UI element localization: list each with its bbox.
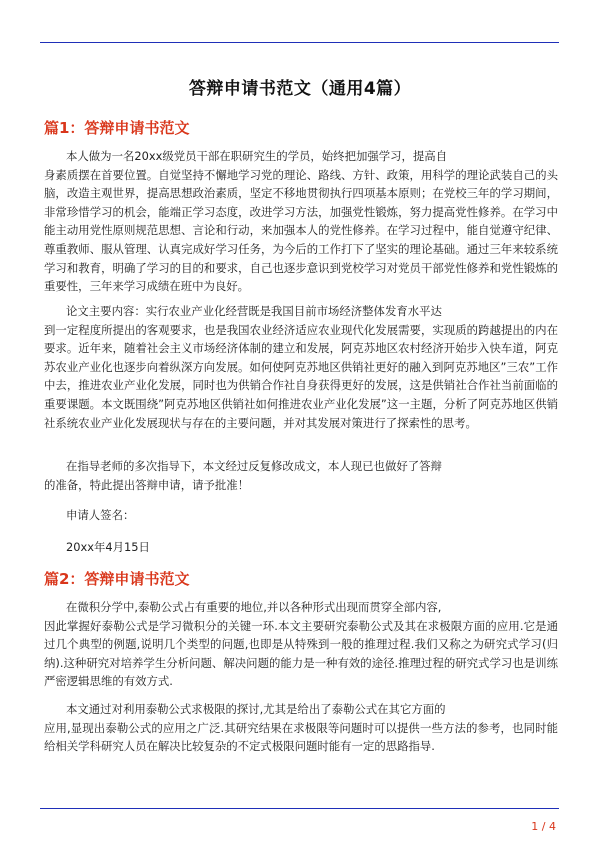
paragraph-lead: 在微积分学中,泰勒公式占有重要的地位,并以各种形式出现而贯穿全部内容, [66,600,442,614]
paragraph-1-1 [44,147,558,296]
paragraph-body: 应用,显现出泰勒公式的应用之广泛.其研究结果在求极限等问题时可以提供一些方法的参考，也同时能给相关学科研究人员在解决比较复杂的不定式极限问题时能有一定的思路指导. [44,720,558,754]
paragraph-body: 因此掌握好泰勒公式是学习微积分的关键一环.本文主要研究泰勒公式及其在求极限方面的应用.它是通过几个典型的例题,说明几个类型的问题,也即是从特殊到一般的推理过程.我们又称之为研究式学习(归纳).这种研究对培养学生分析问题、解决问题的能力是一种有效的途径.推理过程的研究式学习也是训练严密逻辑思维的有效方式. [44,618,558,689]
paragraph-body: 身素质摆在首要位置。自觉坚持不懈地学习党的理论、路线、方针、政策，用科学的理论武装自己的头脑，改造主观世界，提高思想政治素质，坚定不移地贯彻执行四项基本原则；在党校三年的学习期间，非常珍惜学习的机会，能端正学习态度，改进学习方法，加强党性锻炼，努力提高党性修养。在学习中能主动用党性原则规范思想、言论和行动，来加强本人的党性修养。在学习过程中，能自觉遵守纪律、尊重教师、服从管理、认真完成好学习任务，为今后的工作打下了坚实的理论基础。通过三年来较系统学习和教育，明确了学习的目的和要求，自己也逐步意识到党校学习对党员干部党性修养和党性锻炼的重要性，三年来学习成绩在班中为良好。 [44,167,558,294]
section-heading-2: 篇2：答辩申请书范文 [44,570,190,588]
footer-rule [40,808,559,809]
paragraph-1-2 [44,302,558,432]
paragraph-lead: 在指导老师的多次指导下，本文经过反复修改成文，本人现已也做好了答辩 [66,459,442,473]
date-line: 20xx年4月15日 [66,540,150,554]
header-rule [40,42,559,43]
page-title: 答辩申请书范文（通用4篇） [188,79,412,99]
paragraph-2-2 [44,700,558,756]
signature-label: 申请人签名： [66,508,135,522]
section-heading-1: 篇1：答辩申请书范文 [44,119,190,137]
paragraph-lead: 本文通过对利用泰勒公式求极限的探讨,尤其是给出了泰勒公式在其它方面的 [66,702,446,716]
paragraph-lead: 本人做为一名20xx级党员干部在职研究生的学员，始终把加强学习，提高自 [66,149,448,163]
paragraph-2-1 [44,598,558,691]
paragraph-1-3 [44,457,558,494]
paragraph-body: 到一定程度所提出的客观要求，也是我国农业经济适应农业现代化发展需要，实现质的跨越提出的内在要求。近年来，随着社会主义市场经济体制的建立和发展，阿克苏地区农村经济开始步入快车道，阿克苏农业产业化也逐步向着纵深方向发展。如何使阿克苏地区供销社更好的融入到阿克苏地区”三农”工作中去，推进农业产业化发展，同时也为供销合作社自身获得更好的发展，这是供销社合作社当前面临的重要课题。本文既围绕”阿克苏地区供销社如何推进农业产业化发展”这一主题，分析了阿克苏地区供销社系统农业产业化发展现状与存在的主要问题，并对其发展对策进行了探索性的思考。 [44,322,558,430]
paragraph-body: 的准备，特此提出答辩申请，请予批准！ [44,477,250,492]
paragraph-lead: 论文主要内容：实行农业产业化经营既是我国目前市场经济整体发育水平达 [66,304,442,318]
page-number: 1 / 4 [531,820,556,833]
